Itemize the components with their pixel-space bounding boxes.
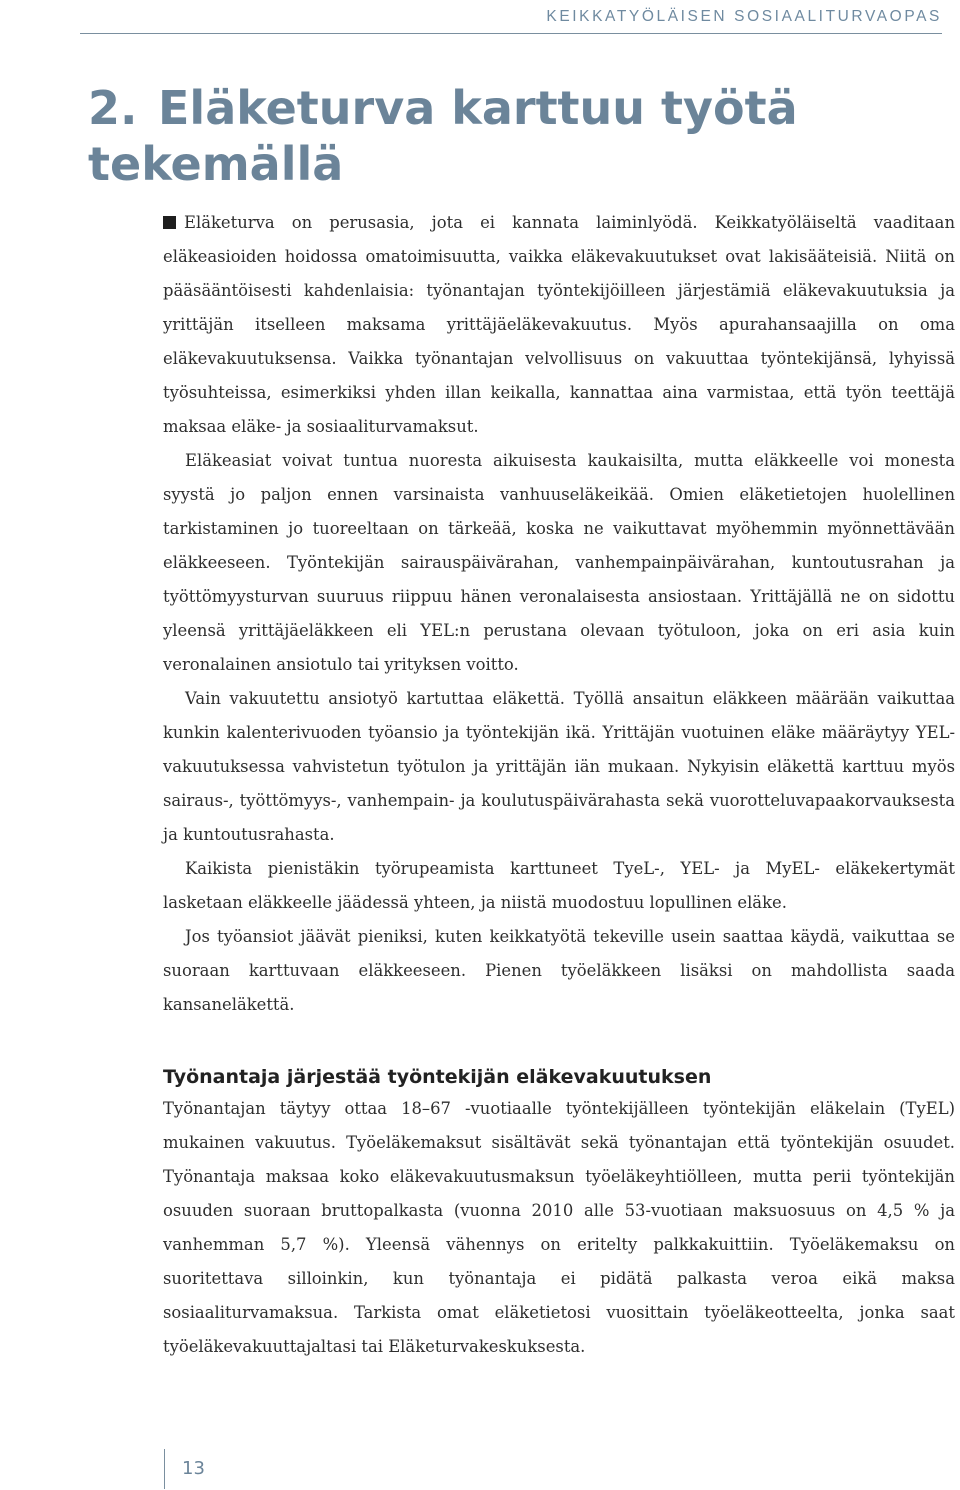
chapter-number: 2. (88, 81, 138, 135)
page-number-rule (164, 1449, 165, 1489)
body-paragraph: Eläkeasiat voivat tuntua nuoresta aikuisesta kaukaisilta, mutta eläkkeelle voi monesta syystä jo paljon ennen varsinaista vanhuuseläkeikää. Omien eläketietojen huolellinen tarkistaminen jo tuoreeltaan on tärkeää, koska ne vaikuttavat myöhemmin myönnettävään eläkkeeseen. Työntekijän sairauspäivärahan, vanhempainpäivärahan, kuntoutusrahan ja työttömyysturvan suuruus riippuu hänen veronalaisesta ansiostaan. Yrittäjällä ne on sidottu yleensä yrittäjäeläkkeen eli YEL:n perustana olevaan työtuloon, joka on eri asia kuin veronalainen ansiotulo tai yrityksen voitto. (163, 451, 955, 674)
intro-paragraph-text: Eläketurva on perusasia, jota ei kannata laiminlyödä. Keikkatyöläiseltä vaaditaan eläkeasioiden hoidossa omatoimisuutta, vaikka eläkevakuutukset ovat lakisääteisiä. Niitä on pääsääntöisesti kahdenlaisia: työnantajan työntekijöilleen järjestämiä eläkevakuutuksia ja yrittäjän itselleen maksama yrittäjäeläkevakuutus. Myös apurahansaajilla on oma eläkevakuutuksensa. Vaikka työnantajan velvollisuus on vakuuttaa työntekijänsä, lyhyissä työsuhteissa, esimerkiksi yhden illan keikalla, kannattaa aina varmistaa, että työn teettäjä maksaa eläke- ja sosiaaliturvamaksut. (163, 213, 955, 436)
section-paragraph: Työnantajan täytyy ottaa 18–67 -vuotiaalle työntekijälleen työntekijän eläkelain (TyEL) mukainen vakuutus. Työeläkemaksut sisältävät sekä työnantajan että työntekijän osuudet. Työnantaja maksaa koko eläkevakuutusmaksun työeläkeyhtiölleen, mutta perii työntekijän osuuden suoraan bruttopalkasta (vuonna 2010 alle 53-vuotiaan maksuosuus on 4,5 % ja vanhemman 5,7 %). Yleensä vähennys on eritelty palkkakuittiin. Työeläkemaksu on suoritettava silloinkin, kun työnantaja ei pidätä palkasta veroa eikä maksa sosiaaliturvamaksua. Tarkista omat eläketietosi vuosittain työeläkeotteelta, jonka saat työeläkevakuuttajaltasi tai Eläketurvakeskuksesta. (163, 1099, 955, 1356)
page-number: 13 (182, 1458, 205, 1479)
body-paragraph: Jos työansiot jäävät pieniksi, kuten keikkatyötä tekeville usein saattaa käydä, vaikuttaa se suoraan karttuvaan eläkkeeseen. Pienen työeläkkeen lisäksi on mahdollista saada kansaneläkettä. (163, 927, 955, 1014)
body-paragraph: Vain vakuutettu ansiotyö kartuttaa eläkettä. Työllä ansaitun eläkkeen määrään vaikuttaa kunkin kalenterivuoden työansio ja työntekijän ikä. Yrittäjän vuotuinen eläke määräytyy YEL-vakuutuksessa vahvistetun työtulon ja yrittäjän iän mukaan. Nykyisin eläkettä karttuu myös sairaus-, työttömyys-, vanhempain- ja koulutuspäivärahasta sekä vuorotteluvapaakorvauksesta ja kuntoutusrahasta. (163, 689, 955, 844)
chapter-title-text: Eläketurva karttuu työtä tekemällä (88, 81, 798, 191)
header-rule (80, 33, 942, 34)
square-bullet-icon (163, 216, 176, 229)
section-heading: Työnantaja järjestää työntekijän eläkevakuutuksen (163, 1066, 712, 1088)
intro-paragraph (163, 206, 955, 444)
body-content (163, 206, 955, 1364)
body-paragraph: Kaikista pienistäkin työrupeamista karttuneet TyeL-, YEL- ja MyEL- eläkekertymät lasketaan eläkkeelle jäädessä yhteen, ja niistä muodostuu lopullinen eläke. (163, 859, 955, 912)
running-header: KEIKKATYÖLÄISEN SOSIAALITURVAOPAS (546, 8, 942, 25)
chapter-title (88, 80, 908, 192)
